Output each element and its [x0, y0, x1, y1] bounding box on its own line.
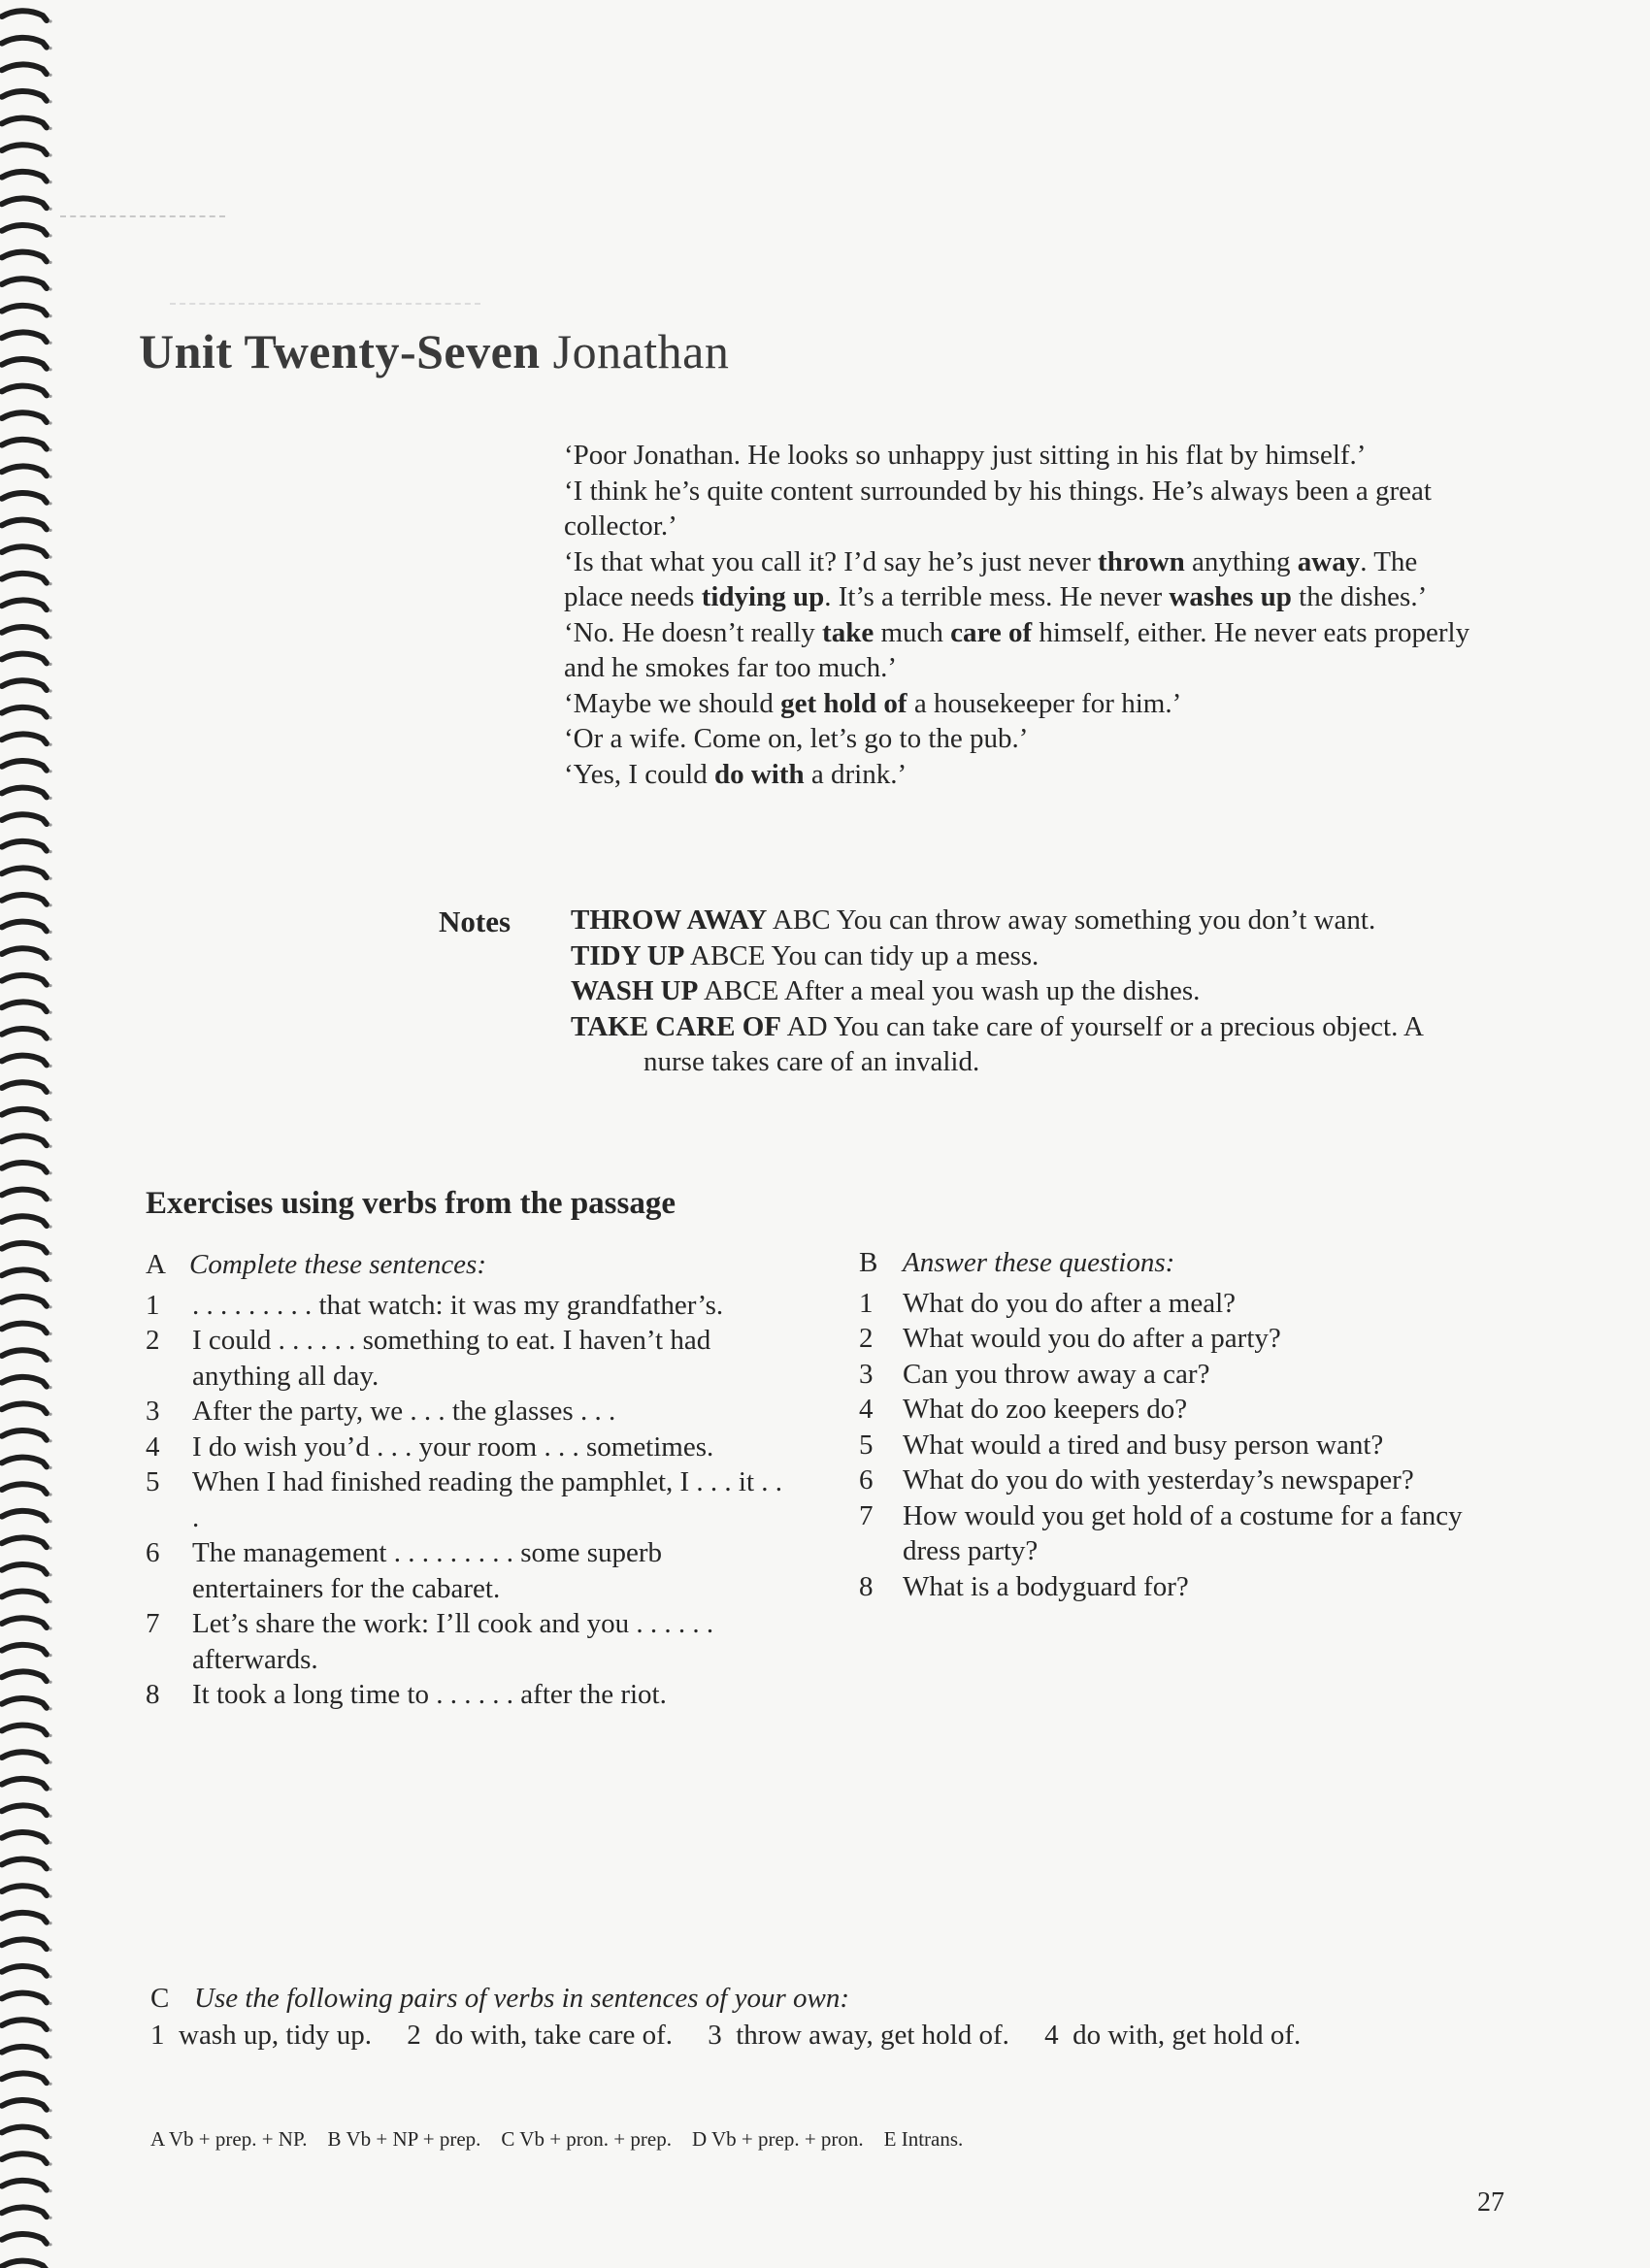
list-item: 5 What would a tired and busy person want?	[859, 1429, 1384, 1461]
list-item: 7 Let’s share the work: I’ll cook and you . . . . . . afterwards.	[146, 1608, 714, 1675]
passage-line	[564, 686, 1476, 722]
note-item: TAKE CARE OF AD You can take care of yourself or a precious object. A nurse takes care of an invalid.	[571, 1010, 1423, 1077]
passage-text: a drink.’	[804, 758, 908, 790]
list-item: 8 It took a long time to . . . . . . after the riot.	[146, 1679, 667, 1710]
exercise-b-instruction: B Answer these questions:	[859, 1247, 1175, 1278]
exercise-c-pairs: 1 wash up, tidy up. 2 do with, take care of. 3 throw away, get hold of. 4 do with, get hold of.	[150, 2020, 1302, 2051]
list-item: 2 I could . . . . . . something to eat. I haven’t had anything all day.	[146, 1325, 711, 1392]
passage-text: ‘Maybe we should	[564, 687, 781, 719]
phrasal-verb: care of	[950, 616, 1033, 648]
phrasal-verb: get hold of	[780, 687, 908, 719]
passage-line	[564, 544, 1476, 615]
exercise-c	[150, 1980, 1509, 2054]
phrasal-verb: take	[822, 616, 874, 648]
passage-text: . It’s a terrible mess. He never	[824, 581, 1170, 612]
passage-text: the dishes.’	[1291, 581, 1428, 612]
phrasal-verb: tidying up	[701, 581, 825, 612]
passage-line	[564, 757, 1476, 793]
phrasal-verb: do with	[713, 758, 805, 790]
note-item: WASH UP ABCE After a meal you wash up the dishes.	[571, 975, 1201, 1006]
passage-text: . The place needs	[564, 545, 1418, 612]
spiral-binding	[0, 0, 60, 2268]
passage-line	[564, 721, 1476, 757]
list-item: 1 What do you do after a meal?	[859, 1287, 1237, 1319]
passage-text: ‘Or a wife. Come on, let’s go to the pub.’	[564, 723, 1029, 754]
passage-text: ‘I think he’s quite content surrounded by his things. He’s always been a great collector.’	[564, 475, 1432, 542]
passage-text: ‘Yes, I could	[564, 758, 714, 790]
list-item: 6 What do you do with yesterday’s newspaper?	[859, 1464, 1414, 1496]
passage-line	[564, 615, 1476, 686]
note-item: THROW AWAY ABC You can throw away something you don’t want.	[571, 904, 1376, 936]
list-item: 2 What would you do after a party?	[859, 1323, 1281, 1354]
note-item: TIDY UP ABCE You can tidy up a mess.	[571, 939, 1040, 971]
phrasal-verb: washes up	[1169, 581, 1292, 612]
phrasal-verb: thrown	[1098, 545, 1185, 577]
exercise-a-instruction: A Complete these sentences:	[146, 1249, 487, 1280]
passage-line	[564, 438, 1476, 474]
list-item: 4 I do wish you’d . . . your room . . . sometimes.	[146, 1430, 714, 1463]
list-item: 7 How would you get hold of a costume for a fancy dress party?	[859, 1499, 1463, 1566]
unit-title: Unit Twenty-Seven Jonathan	[139, 324, 730, 378]
exercise-a	[146, 1247, 786, 1713]
passage-text: ‘No. He doesn’t really	[564, 616, 823, 648]
list-item: 3 Can you throw away a car?	[859, 1358, 1210, 1390]
exercises-heading: Exercises using verbs from the passage	[146, 1186, 676, 1221]
grammar-legend: A Vb + prep. + NP. B Vb + NP + prep. C Vb + pron. + prep. D Vb + prep. + pron. E Intrans.	[150, 2127, 964, 2151]
dialogue-passage	[564, 438, 1476, 792]
notes-label: Notes	[439, 904, 512, 938]
phrasal-verb: away	[1297, 545, 1361, 577]
passage-text: anything	[1184, 545, 1298, 577]
list-item: 5 When I had finished reading the pamphlet, I . . . it . . .	[146, 1466, 783, 1533]
list-item: 8 What is a bodyguard for?	[859, 1570, 1189, 1602]
exercise-c-instruction: C Use the following pairs of verbs in sentences of your own:	[150, 1983, 849, 2014]
list-item: 6 The management . . . . . . . . . some superb entertainers for the cabaret.	[146, 1537, 663, 1604]
scan-artifact-line-2	[170, 303, 480, 305]
list-item: 4 What do zoo keepers do?	[859, 1394, 1188, 1425]
list-item: 3 After the party, we . . . the glasses . . .	[146, 1396, 616, 1427]
list-item: 1 . . . . . . . . . that watch: it was my grandfather’s.	[146, 1289, 724, 1321]
passage-text: ‘Is that what you call it? I’d say he’s just never	[564, 545, 1099, 577]
passage-line	[564, 474, 1476, 544]
passage-text: ‘Poor Jonathan. He looks so unhappy just sitting in his flat by himself.’	[564, 440, 1367, 471]
notes-list	[571, 903, 1473, 1080]
passage-text: himself, either. He never eats properly and he smokes far too much.’	[564, 616, 1470, 683]
passage-text: much	[874, 616, 951, 648]
passage-text: a housekeeper for him.’	[907, 687, 1182, 719]
exercise-b	[859, 1245, 1509, 1604]
scan-artifact-line	[60, 215, 225, 217]
page-number: 27	[1477, 2187, 1504, 2218]
